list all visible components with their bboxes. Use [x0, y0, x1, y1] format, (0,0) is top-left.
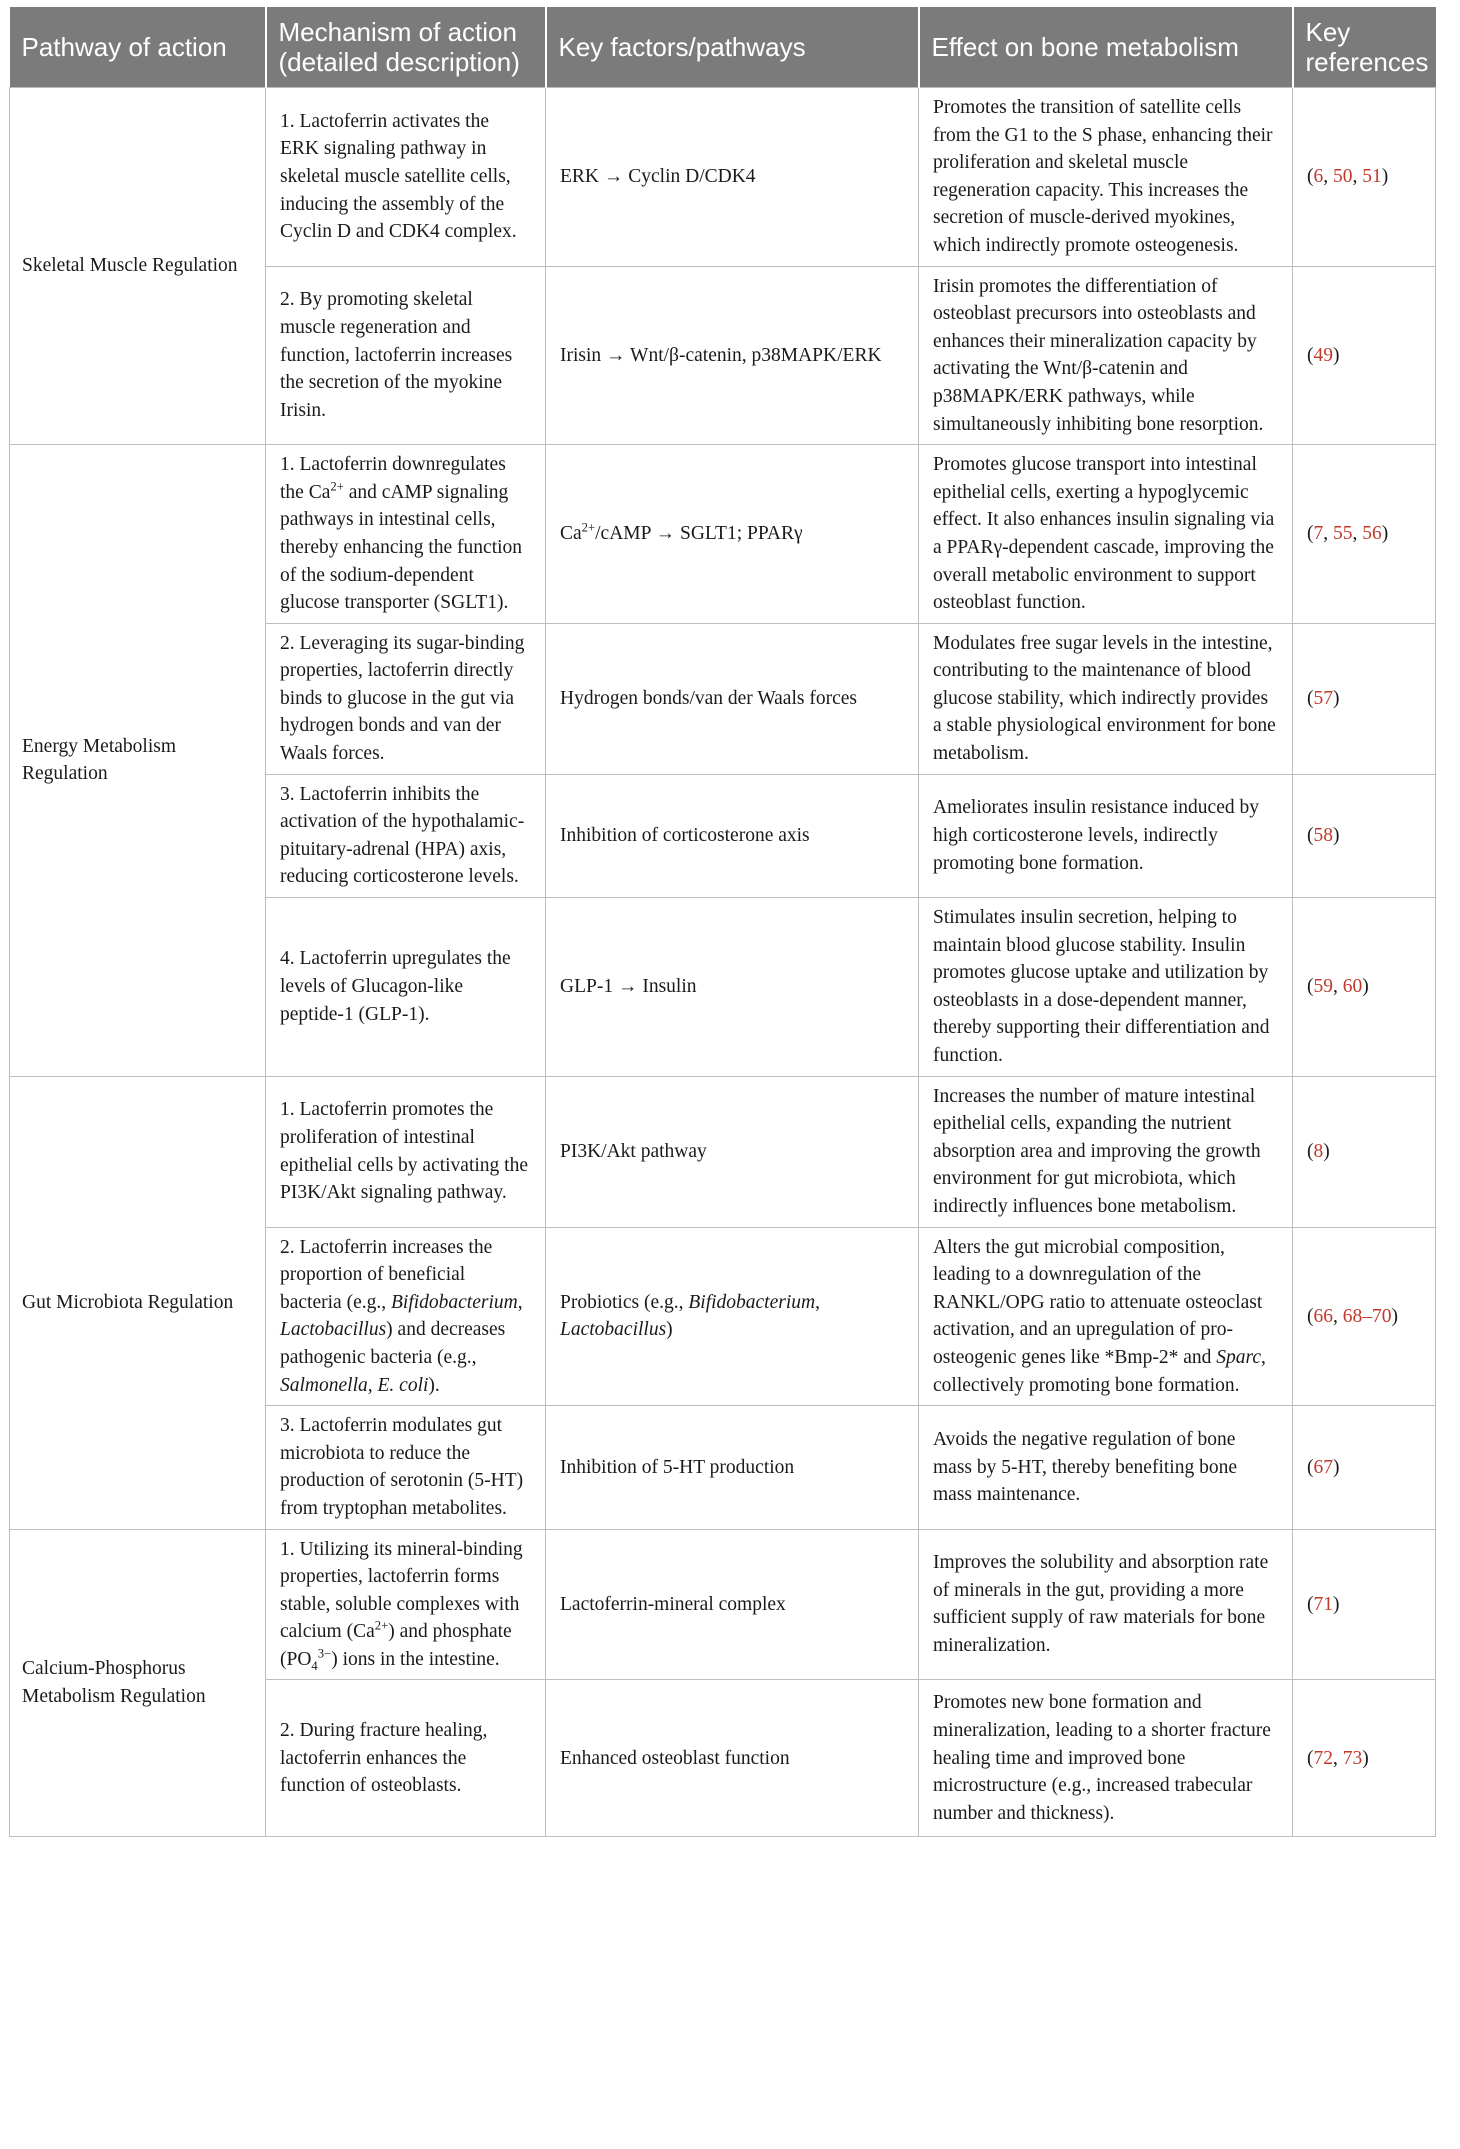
mechanism-cell: 1. Lactoferrin promotes the proliferation of intestinal epithelial cells by activating the PI3K/Akt signaling pathway.	[266, 1076, 546, 1227]
reference-link[interactable]: 66	[1313, 1305, 1333, 1327]
reference-link[interactable]: 7	[1313, 523, 1324, 545]
header-effect: Effect on bone metabolism	[919, 7, 1293, 88]
factors-cell	[546, 1227, 919, 1406]
effect-cell: Ameliorates insulin resistance induced by high corticosterone levels, indirectly promoting bone formation.	[919, 774, 1293, 897]
effect-cell: Improves the solubility and absorption rate of minerals in the gut, providing a more sufficient supply of raw materials for bone mineralization.	[919, 1529, 1293, 1680]
reference-link[interactable]: 59	[1313, 976, 1333, 998]
superscript: 3−	[317, 1646, 332, 1661]
reference-link[interactable]: 50	[1333, 165, 1353, 187]
mechanism-cell: 2. Leveraging its sugar-binding properties, lactoferrin directly binds to glucose in the gut via hydrogen bonds and van der Waals forces.	[266, 623, 546, 774]
reference-link[interactable]: 6	[1313, 165, 1324, 187]
references-cell: (71)	[1293, 1529, 1436, 1680]
text-segment: ) and phosphate (PO	[280, 1621, 512, 1670]
references-cell: (67)	[1293, 1406, 1436, 1529]
header-references: Key references	[1293, 7, 1436, 88]
reference-link[interactable]: 57	[1313, 687, 1333, 709]
italic-term: E. coli	[377, 1374, 429, 1396]
effect-cell	[919, 1227, 1293, 1406]
mechanism-cell: 2. By promoting skeletal muscle regeneration and function, lactoferrin increases the secretion of the myokine Irisin.	[266, 266, 546, 445]
mechanism-cell	[266, 445, 546, 624]
factors-cell: Lactoferrin-mineral complex	[546, 1529, 919, 1680]
factors-cell: Inhibition of 5-HT production	[546, 1406, 919, 1529]
reference-link[interactable]: 51	[1362, 165, 1382, 187]
italic-term: Bifidobacterium	[688, 1291, 816, 1313]
reference-link[interactable]: 8	[1313, 1140, 1324, 1162]
effect-cell: Promotes glucose transport into intestinal epithelial cells, exerting a hypoglycemic effect. It also enhances insulin signaling via a PPARγ-dependent cascade, improving the overall metabolic environment to support osteoblast function.	[919, 445, 1293, 624]
mechanism-cell	[266, 1529, 546, 1680]
effect-cell: Increases the number of mature intestinal epithelial cells, expanding the nutrient absorption area and improving the growth environment for gut microbiota, which indirectly influences bone metabolism.	[919, 1076, 1293, 1227]
text-segment: Alters the gut microbial composition, leading to a downregulation of the RANKL/OPG ratio to attenuate osteoclast activation, and an upregulation of pro-osteogenic genes like *Bmp-2* and	[933, 1236, 1263, 1368]
text-segment: ) and decreases pathogenic bacteria (e.g.,	[280, 1319, 506, 1368]
effect-cell: Promotes new bone formation and mineralization, leading to a shorter fracture healing time and improved bone microstructure (e.g., increased trabecular number and thickness).	[919, 1680, 1293, 1837]
reference-link[interactable]: 58	[1313, 825, 1333, 847]
text-segment: /cAMP → SGLT1; PPARγ	[595, 523, 803, 545]
superscript: 2+	[330, 479, 344, 494]
pathway-cell: Energy Metabolism Regulation	[10, 445, 266, 1076]
superscript: 2+	[581, 520, 596, 535]
text-segment: ,	[367, 1374, 378, 1396]
references-cell: (6, 50, 51)	[1293, 88, 1436, 267]
mechanism-cell: 1. Lactoferrin activates the ERK signaling pathway in skeletal muscle satellite cells, inducing the assembly of the Cyclin D and CDK4 complex.	[266, 88, 546, 267]
factors-cell: Inhibition of corticosterone axis	[546, 774, 919, 897]
pathway-cell: Gut Microbiota Regulation	[10, 1076, 266, 1529]
table-container	[9, 7, 1436, 1837]
text-segment: ,	[517, 1291, 523, 1313]
factors-cell: Hydrogen bonds/van der Waals forces	[546, 623, 919, 774]
effect-cell: Modulates free sugar levels in the intestine, contributing to the maintenance of blood glucose stability, which indirectly provides a stable physiological environment for bone metabolism.	[919, 623, 1293, 774]
reference-link[interactable]: 55	[1333, 523, 1353, 545]
text-segment: ) ions in the intestine.	[331, 1648, 500, 1670]
text-segment: 2. Lactoferrin increases the proportion of beneficial bacteria (e.g.,	[280, 1236, 493, 1313]
factors-cell: GLP-1 → Insulin	[546, 898, 919, 1077]
references-cell: (58)	[1293, 774, 1436, 897]
references-cell: (59, 60)	[1293, 898, 1436, 1077]
mechanism-cell: 4. Lactoferrin upregulates the levels of Glucagon-like peptide-1 (GLP-1).	[266, 898, 546, 1077]
references-cell: (72, 73)	[1293, 1680, 1436, 1837]
references-cell: (8)	[1293, 1076, 1436, 1227]
pathway-cell: Skeletal Muscle Regulation	[10, 88, 266, 445]
factors-cell: Irisin → Wnt/β-catenin, p38MAPK/ERK	[546, 266, 919, 445]
italic-term: Lactobacillus	[280, 1319, 387, 1341]
text-segment: , collectively promoting bone formation.	[933, 1346, 1266, 1396]
mechanism-cell: 3. Lactoferrin modulates gut microbiota to reduce the production of serotonin (5-HT) from tryptophan metabolites.	[266, 1406, 546, 1529]
effect-cell: Promotes the transition of satellite cells from the G1 to the S phase, enhancing their proliferation and skeletal muscle regeneration capacity. This increases the secretion of muscle-derived myokines, which indirectly promote osteogenesis.	[919, 88, 1293, 267]
reference-link[interactable]: 72	[1313, 1747, 1333, 1769]
reference-link[interactable]: 56	[1362, 523, 1382, 545]
factors-cell	[546, 445, 919, 624]
subscript: 4	[311, 1658, 318, 1673]
table-row	[10, 445, 1436, 624]
superscript: 2+	[374, 1618, 389, 1633]
text-segment: 1. Lactoferrin downregulates the Ca	[280, 454, 506, 503]
header-mechanism: Mechanism of action (detailed description)	[266, 7, 546, 88]
table-row	[10, 1529, 1436, 1680]
header-factors: Key factors/pathways	[546, 7, 919, 88]
text-segment: ,	[815, 1291, 820, 1313]
references-cell: (66, 68–70)	[1293, 1227, 1436, 1406]
italic-term: Bifidobacterium	[390, 1291, 518, 1313]
effect-cell: Avoids the negative regulation of bone mass by 5-HT, thereby benefiting bone mass maintenance.	[919, 1406, 1293, 1529]
effect-cell: Stimulates insulin secretion, helping to maintain blood glucose stability. Insulin promotes glucose uptake and utilization by osteoblasts in a dose-dependent manner, thereby supporting their differentiation and function.	[919, 898, 1293, 1077]
table-header	[10, 7, 1436, 88]
effect-cell: Irisin promotes the differentiation of osteoblast precursors into osteoblasts and enhances their mineralization capacity by activating the Wnt/β-catenin and p38MAPK/ERK pathways, while simultaneously inhibiting bone resorption.	[919, 266, 1293, 445]
reference-link[interactable]: 71	[1313, 1593, 1333, 1615]
italic-term: Salmonella	[280, 1374, 368, 1396]
text-segment: and cAMP signaling pathways in intestinal cells, thereby enhancing the function of the sodium-dependent glucose transporter (SGLT1).	[280, 481, 523, 614]
italic-term: Lactobacillus	[560, 1319, 667, 1341]
header-row	[10, 7, 1436, 88]
factors-cell: Enhanced osteoblast function	[546, 1680, 919, 1837]
mechanism-cell: 2. During fracture healing, lactoferrin enhances the function of osteoblasts.	[266, 1680, 546, 1837]
lactoferrin-bone-table	[9, 7, 1436, 1837]
reference-link[interactable]: 67	[1313, 1456, 1333, 1478]
pathway-cell: Calcium-Phosphorus Metabolism Regulation	[10, 1529, 266, 1837]
references-cell: (49)	[1293, 266, 1436, 445]
factors-cell: ERK → Cyclin D/CDK4	[546, 88, 919, 267]
reference-link[interactable]: 73	[1342, 1747, 1363, 1769]
text-segment: )	[666, 1319, 673, 1341]
factors-cell: PI3K/Akt pathway	[546, 1076, 919, 1227]
reference-link[interactable]: 68–70	[1342, 1305, 1392, 1327]
mechanism-cell: 3. Lactoferrin inhibits the activation of the hypothalamic-pituitary-adrenal (HPA) axis, reducing corticosterone levels.	[266, 774, 546, 897]
table-row	[10, 88, 1436, 267]
mechanism-cell	[266, 1227, 546, 1406]
reference-link[interactable]: 49	[1313, 344, 1333, 366]
header-pathway: Pathway of action	[10, 7, 266, 88]
text-segment: Ca	[560, 523, 582, 545]
text-segment: Probiotics (e.g.,	[560, 1291, 689, 1313]
reference-link[interactable]: 60	[1342, 976, 1363, 998]
references-cell: (57)	[1293, 623, 1436, 774]
references-cell: (7, 55, 56)	[1293, 445, 1436, 624]
text-segment: ).	[428, 1374, 440, 1396]
text-segment: 1. Utilizing its mineral-binding properties, lactoferrin forms stable, soluble complexes with calcium (Ca	[280, 1538, 523, 1643]
table-row	[10, 1076, 1436, 1227]
italic-term: Sparc	[1216, 1346, 1262, 1368]
